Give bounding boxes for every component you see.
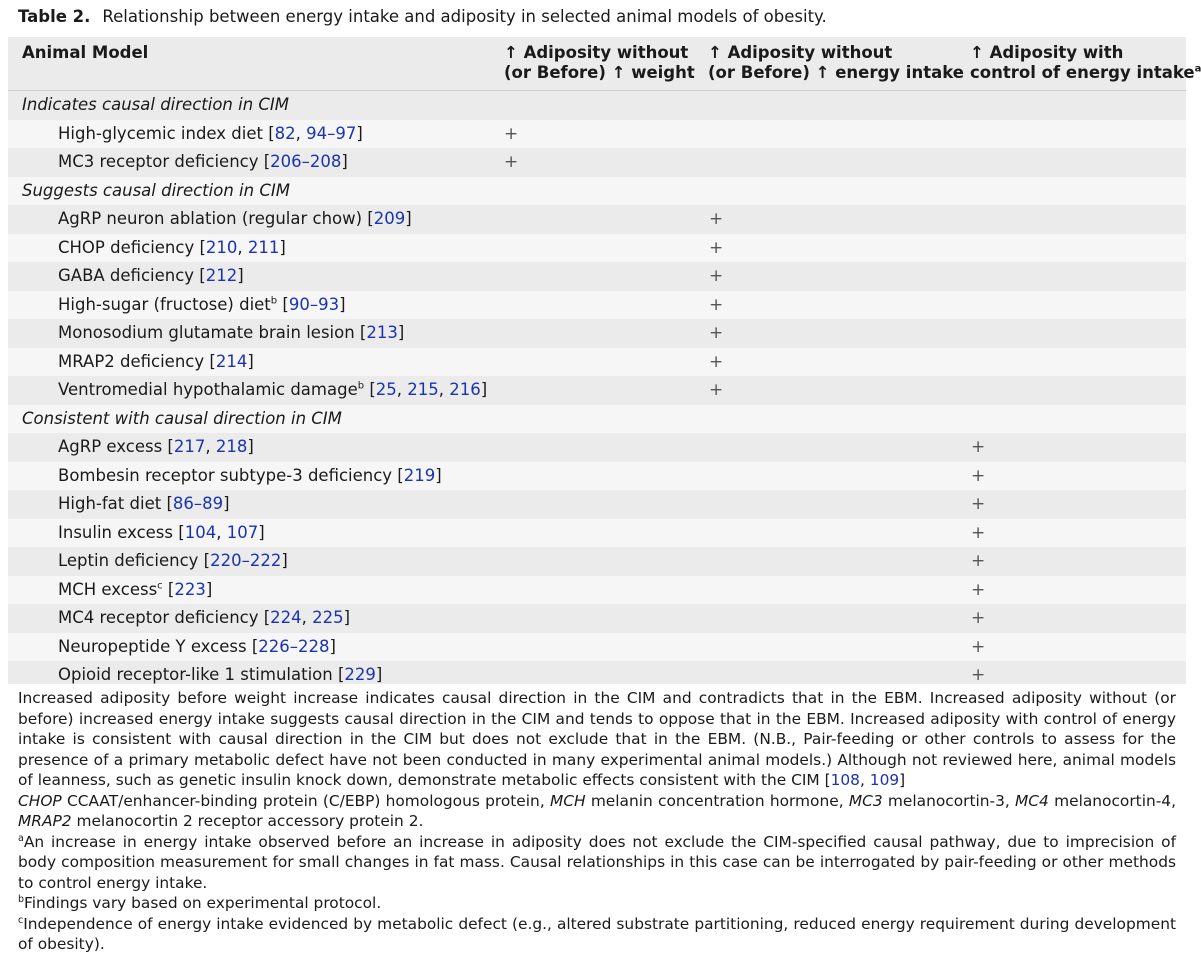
model-name: Opioid receptor-like 1 stimulation [229] <box>58 665 383 684</box>
plus-mark: + <box>709 294 724 315</box>
plus-mark: + <box>504 152 519 172</box>
header-col1-line2: (or Before) ↑ weight <box>504 63 695 82</box>
reference-link[interactable]: 225 <box>312 608 344 627</box>
abbreviation: MRAP2 <box>18 812 72 830</box>
model-name: GABA deficiency [212] <box>58 266 244 285</box>
plus-mark: + <box>709 209 724 229</box>
table-row <box>8 376 1186 405</box>
table-row <box>8 291 1186 320</box>
model-name: Leptin deficiency [220–222] <box>58 551 288 570</box>
plus-mark: + <box>971 494 986 514</box>
table-row <box>8 120 1186 149</box>
reference-link[interactable]: 212 <box>205 266 238 285</box>
abbreviation: MC4 <box>1015 791 1049 810</box>
plus-mark: + <box>971 551 986 571</box>
footnote-marker: c <box>157 580 163 591</box>
reference-link[interactable]: 229 <box>344 665 376 684</box>
reference-link[interactable]: 214 <box>215 351 248 371</box>
header-col2-line2: (or Before) ↑ energy intake <box>708 63 964 82</box>
footnote-marker: b <box>270 295 278 306</box>
model-name: Bombesin receptor subtype-3 deficiency [219] <box>58 465 442 485</box>
footnote-marker: a <box>18 832 24 844</box>
header-adiposity-with-control <box>970 43 1201 83</box>
plus-mark: + <box>971 465 986 486</box>
reference-link[interactable]: 215 <box>407 380 439 399</box>
model-name: High-sugar (fructose) diet$^b$ [90–93] <box>58 294 346 314</box>
reference-link[interactable]: 104 <box>184 522 217 542</box>
reference-link[interactable]: 209 <box>373 209 406 228</box>
table-row <box>8 462 1186 491</box>
plus-mark: + <box>709 380 724 400</box>
footnote-marker: a <box>1194 63 1201 75</box>
footnote-marker: b <box>357 380 365 392</box>
reference-link[interactable]: 210 <box>205 237 238 257</box>
footnote-marker: b <box>18 893 25 905</box>
plus-mark: + <box>971 522 986 543</box>
reference-link[interactable]: 94–97 <box>306 123 357 143</box>
table-row <box>8 348 1186 377</box>
plus-mark: + <box>504 123 519 144</box>
footnote <box>18 914 1176 955</box>
reference-link[interactable]: 217 <box>173 437 206 456</box>
reference-link[interactable]: 211 <box>247 237 280 257</box>
header-col1-line1: ↑ Adiposity without <box>504 43 689 62</box>
model-name: MRAP2 deficiency [214] <box>58 351 254 371</box>
abbreviation: MC3 <box>848 791 883 810</box>
abbreviation-definition: melanocortin-4 <box>1054 791 1172 810</box>
reference-link[interactable]: 218 <box>215 437 248 456</box>
section-heading: Indicates causal direction in CIM <box>22 95 290 114</box>
footnote <box>18 893 1176 914</box>
data-table <box>8 37 1201 685</box>
header-adiposity-before-intake <box>708 43 964 83</box>
model-name: CHOP deficiency [210, 211] <box>58 237 286 257</box>
reference-link[interactable]: 25 <box>375 380 397 399</box>
reference-link[interactable]: 108 <box>830 771 860 789</box>
table-row <box>8 576 1186 605</box>
reference-link[interactable]: 107 <box>226 522 259 542</box>
model-name: AgRP neuron ablation (regular chow) [209] <box>58 209 412 228</box>
model-name: MC3 receptor deficiency [206–208] <box>58 152 348 171</box>
plus-mark: + <box>971 608 986 628</box>
abbreviation-definition: melanocortin-3 <box>887 791 1005 810</box>
abbreviations: CHOP CCAAT/enhancer-binding protein (C/EBP) homologous protein, MCH melanin concentration hormone, MC3 melanocortin-3, MC4 melanocortin-4, MRAP2 melanocortin 2 receptor accessory protein 2. <box>18 791 1176 830</box>
plus-mark: + <box>709 266 724 286</box>
reference-link[interactable]: 82 <box>274 123 296 143</box>
table-row <box>8 547 1186 576</box>
table-row <box>8 319 1186 348</box>
table-row <box>8 205 1186 234</box>
table-row <box>8 604 1186 633</box>
model-name: High-fat diet [86–89] <box>58 494 230 513</box>
table-row <box>8 148 1186 177</box>
reference-link[interactable]: 224 <box>270 608 302 627</box>
reference-link[interactable]: 213 <box>366 323 398 342</box>
model-name: Ventromedial hypothalamic damage$^b$ [25, 215, 216] <box>58 380 488 399</box>
abbreviation-definition: melanocortin 2 receptor accessory protein 2. <box>76 812 424 830</box>
plus-mark: + <box>971 437 986 457</box>
footnotes <box>18 832 1176 955</box>
plus-mark: + <box>971 579 986 600</box>
table-row <box>8 633 1186 662</box>
section-row <box>8 91 1186 120</box>
abbreviation-definition: CCAAT/enhancer-binding protein (C/EBP) homologous protein <box>66 791 540 810</box>
abbreviation: CHOP <box>18 791 62 810</box>
reference-link[interactable]: 220–222 <box>210 551 282 570</box>
table-row <box>8 262 1186 291</box>
header-col3-line1: ↑ Adiposity with <box>970 43 1124 62</box>
reference-link[interactable]: 206–208 <box>270 152 342 171</box>
table-label: Table 2. <box>18 7 91 26</box>
reference-link[interactable]: 223 <box>174 579 206 599</box>
model-name: High-glycemic index diet [82, 94–97] <box>58 123 363 143</box>
model-name: MC4 receptor deficiency [224, 225] <box>58 608 351 627</box>
reference-link[interactable]: 90–93 <box>288 294 340 314</box>
table-row <box>8 519 1186 548</box>
plus-mark: + <box>709 351 724 372</box>
table-row <box>8 234 1186 263</box>
model-name: Monosodium glutamate brain lesion [213] <box>58 323 405 342</box>
table-caption <box>18 6 827 28</box>
header-animal-model: Animal Model <box>22 43 149 62</box>
reference-link[interactable]: 216 <box>449 380 481 399</box>
reference-link[interactable]: 219 <box>403 465 436 485</box>
table-row <box>8 490 1186 519</box>
model-name: Neuropeptide Y excess [226–228] <box>58 636 336 656</box>
abbreviation-definition: melanin concentration hormone <box>590 791 839 810</box>
plus-mark: + <box>709 323 724 343</box>
notes-main: Increased adiposity before weight increase indicates causal direction in the CIM and contradicts that in the EBM. Increased adiposity without (or before) increased energy intake suggests causal direction in the CIM and tends to oppose that in the EBM. Increased adiposity with control of energy intake is consistent with causal direction in the CIM but does not exclude that in the EBM. (N.B., Pair-feeding or other controls to assess for the presence of a primary metabolic defect have not been conducted in many experimental animal models.) Although not reviewed here, animal models of leanness, such as genetic insulin knock down, demonstrate metabolic effects consistent with the CIM [108, 109] <box>18 689 1176 789</box>
plus-mark: + <box>971 665 986 685</box>
table-row <box>8 661 1186 690</box>
header-col2-line1: ↑ Adiposity without <box>708 43 893 62</box>
header-col3-line2: control of energy intake$^a$ <box>970 63 1201 82</box>
table-header <box>8 37 1201 91</box>
footnote-text: Independence of energy intake evidenced by metabolic defect (e.g., altered substrate partitioning, reduced energy requirement during development of obesity). <box>18 914 1176 953</box>
table-row <box>8 433 1186 462</box>
footnote <box>18 832 1176 894</box>
reference-link[interactable]: 109 <box>869 771 900 789</box>
section-row <box>8 177 1186 206</box>
plus-mark: + <box>971 636 986 657</box>
section-row <box>8 405 1186 434</box>
footnote-text: Findings vary based on experimental protocol. <box>24 894 382 912</box>
section-heading: Consistent with causal direction in CIM <box>22 408 342 428</box>
footnote-marker: c <box>18 914 24 926</box>
abbreviation: MCH <box>549 791 586 810</box>
model-name: MCH excess$^c$ [223] <box>58 579 213 599</box>
section-heading: Suggests causal direction in CIM <box>22 180 290 200</box>
plus-mark: + <box>709 237 724 258</box>
header-adiposity-before-weight <box>504 43 695 83</box>
reference-link[interactable]: 226–228 <box>258 636 330 656</box>
table-title: Relationship between energy intake and adiposity in selected animal models of obesity. <box>102 7 827 26</box>
table-notes <box>18 688 1176 955</box>
model-name: Insulin excess [104, 107] <box>58 522 265 542</box>
reference-link[interactable]: 86–89 <box>172 494 224 513</box>
model-name: AgRP excess [217, 218] <box>58 437 254 456</box>
footnote-text: An increase in energy intake observed before an increase in adiposity does not exclude the CIM-specified causal pathway, due to imprecision of body composition measurement for small changes in fat mass. Causal relationships in this case can be interrogated by pair-feeding or other methods to control energy intake. <box>18 832 1176 892</box>
